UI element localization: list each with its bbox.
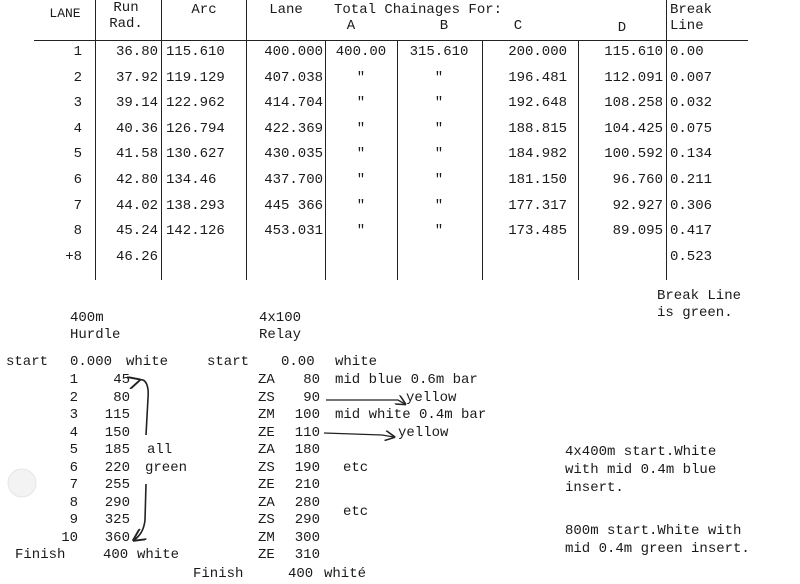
hurdle-number: 7 bbox=[69, 477, 78, 493]
cell-brk: 0.306 bbox=[670, 197, 713, 214]
hurdle-finish-label: Finish bbox=[15, 547, 66, 563]
header-c: C bbox=[513, 18, 523, 34]
cell-b: " bbox=[434, 172, 444, 188]
relay-note: etc bbox=[343, 459, 369, 476]
cell-c: 196.481 bbox=[508, 69, 567, 86]
cell-len: 430.035 bbox=[264, 146, 323, 163]
cell-c: 200.000 bbox=[508, 44, 567, 60]
cell-d: 112.091 bbox=[604, 69, 663, 86]
relay-distance: 100 bbox=[294, 407, 320, 423]
hurdle-distance: 290 bbox=[104, 494, 130, 511]
cell-a: " bbox=[356, 197, 366, 214]
cell-d: 100.592 bbox=[604, 146, 663, 163]
cell-arc: 130.627 bbox=[166, 146, 225, 163]
hurdle-number: 3 bbox=[69, 407, 78, 423]
cell-len: 407.038 bbox=[264, 69, 323, 86]
relay-arrow-ze110 bbox=[324, 433, 394, 437]
cell-brk: 0.523 bbox=[670, 248, 713, 265]
cell-b: " bbox=[434, 120, 444, 137]
cell-lane: 4 bbox=[73, 120, 82, 137]
header-b: B bbox=[439, 18, 449, 34]
relay-zone: ZA bbox=[258, 372, 275, 388]
cell-a: " bbox=[356, 95, 366, 112]
cell-arc: 126.794 bbox=[166, 120, 225, 137]
cell-len: 453.031 bbox=[264, 223, 323, 240]
hurdle-title-line2: Hurdle bbox=[70, 327, 121, 343]
hurdle-finish-colour: white bbox=[137, 547, 180, 563]
cell-rad: 37.92 bbox=[115, 69, 158, 86]
cell-brk: 0.211 bbox=[670, 172, 713, 188]
cell-len: 445 366 bbox=[264, 197, 323, 214]
relay-start-value: 0.00 bbox=[281, 354, 315, 370]
relay-zone: ZE bbox=[258, 547, 275, 563]
relay-finish-value: 400 bbox=[288, 566, 314, 582]
note-4x400-line3: insert. bbox=[565, 480, 624, 496]
header-lane: LANE bbox=[49, 6, 81, 21]
cell-lane: 3 bbox=[73, 95, 82, 112]
hurdle-number: 10 bbox=[61, 529, 78, 546]
cell-rad: 44.02 bbox=[115, 197, 158, 214]
hurdle-distance: 80 bbox=[113, 389, 130, 406]
cell-rad: 46.26 bbox=[115, 248, 158, 265]
hurdle-start-label: start bbox=[6, 354, 49, 370]
hurdle-number: 5 bbox=[69, 442, 78, 458]
header-run-rad-line2: Rad. bbox=[109, 16, 143, 32]
cell-d: 92.927 bbox=[612, 197, 663, 214]
hurdle-distance: 115 bbox=[104, 407, 130, 423]
hurdle-number: 6 bbox=[69, 459, 78, 476]
cell-b: " bbox=[434, 146, 444, 163]
cell-len: 400.000 bbox=[264, 44, 323, 60]
cell-lane: 6 bbox=[73, 172, 82, 188]
note-800m-line1: 800m start.White with bbox=[565, 523, 742, 539]
note-4x400-line2: with mid 0.4m blue bbox=[565, 462, 717, 478]
cell-lane: +8 bbox=[65, 248, 82, 265]
relay-distance: 80 bbox=[303, 372, 320, 388]
relay-zone: ZM bbox=[258, 407, 275, 423]
cell-rad: 39.14 bbox=[115, 95, 158, 112]
hurdle-finish-value: 400 bbox=[103, 547, 129, 563]
cell-c: 184.982 bbox=[508, 146, 567, 163]
relay-title-line1: 4x100 bbox=[259, 310, 302, 326]
header-lane-length: Lane bbox=[269, 2, 303, 18]
cell-c: 177.317 bbox=[508, 197, 567, 214]
relay-etc-2: etc bbox=[343, 504, 369, 520]
hurdle-bracket-top bbox=[139, 380, 148, 435]
cell-brk: 0.417 bbox=[670, 223, 713, 240]
cell-arc: 138.293 bbox=[166, 197, 225, 214]
cell-len: 414.704 bbox=[264, 95, 323, 112]
cell-rad: 40.36 bbox=[115, 120, 158, 137]
cell-b: " bbox=[434, 69, 444, 86]
hurdle-distance: 45 bbox=[113, 372, 130, 388]
relay-zone: ZS bbox=[258, 459, 275, 476]
relay-arrow-zs90 bbox=[326, 400, 405, 404]
break-line-note-line2: is green. bbox=[657, 305, 733, 321]
cell-a: " bbox=[356, 146, 366, 163]
hurdle-number: 8 bbox=[69, 494, 78, 511]
cell-a: " bbox=[356, 69, 366, 86]
header-total-chainages: Total Chainages For: bbox=[334, 2, 503, 18]
cell-d: 108.258 bbox=[604, 95, 663, 112]
cell-a: 400.00 bbox=[335, 44, 387, 60]
cell-b: " bbox=[434, 95, 444, 112]
relay-zone: ZA bbox=[258, 494, 275, 511]
cell-lane: 7 bbox=[73, 197, 82, 214]
cell-rad: 45.24 bbox=[115, 223, 158, 240]
relay-note: yellow bbox=[398, 424, 449, 441]
cell-arc: 119.129 bbox=[166, 69, 225, 86]
cell-b: " bbox=[434, 223, 444, 240]
cell-lane: 5 bbox=[73, 146, 82, 163]
hurdle-distance: 360 bbox=[104, 529, 130, 546]
cell-lane: 1 bbox=[73, 44, 82, 60]
cell-b: 315.610 bbox=[409, 44, 469, 60]
header-arc: Arc bbox=[191, 2, 217, 18]
relay-zone: ZA bbox=[258, 442, 275, 458]
cell-d: 115.610 bbox=[604, 44, 663, 60]
hurdle-distance: 150 bbox=[104, 424, 130, 441]
hurdle-start-colour: white bbox=[126, 354, 169, 370]
hurdle-number: 1 bbox=[69, 372, 78, 388]
relay-distance: 300 bbox=[294, 529, 320, 546]
cell-a: " bbox=[356, 120, 366, 137]
cell-brk: 0.00 bbox=[670, 44, 704, 60]
cell-d: 89.095 bbox=[612, 223, 663, 240]
relay-distance: 110 bbox=[294, 424, 320, 441]
relay-finish-label: Finish bbox=[193, 566, 244, 582]
cell-d: 96.760 bbox=[612, 172, 663, 188]
cell-b: " bbox=[434, 197, 444, 214]
cell-c: 192.648 bbox=[508, 95, 567, 112]
cell-c: 173.485 bbox=[508, 223, 567, 240]
relay-start-colour: white bbox=[335, 354, 378, 370]
hurdle-distance: 325 bbox=[104, 512, 130, 528]
cell-arc: 142.126 bbox=[166, 223, 225, 240]
cell-lane: 2 bbox=[73, 69, 82, 86]
cell-d: 104.425 bbox=[604, 120, 663, 137]
hurdle-number: 9 bbox=[69, 512, 78, 528]
relay-finish-colour: whité bbox=[324, 566, 367, 582]
header-break-line1: Break bbox=[670, 2, 713, 18]
cell-arc: 134.46 bbox=[166, 172, 217, 188]
relay-distance: 280 bbox=[294, 494, 320, 511]
hurdle-number: 2 bbox=[69, 389, 78, 406]
hurdle-title-line1: 400m bbox=[70, 310, 104, 326]
cell-c: 188.815 bbox=[508, 120, 567, 137]
cell-len: 437.700 bbox=[264, 172, 323, 188]
scan-punch-hole bbox=[8, 469, 36, 497]
cell-arc: 115.610 bbox=[166, 44, 225, 60]
relay-zone: ZE bbox=[258, 424, 275, 441]
cell-a: " bbox=[356, 223, 366, 240]
relay-note: mid white 0.4m bar bbox=[335, 407, 487, 423]
header-break-line2: Line bbox=[670, 18, 704, 34]
hurdle-group-word2: green bbox=[145, 460, 188, 476]
cell-rad: 41.58 bbox=[115, 146, 158, 163]
cell-brk: 0.007 bbox=[670, 69, 713, 86]
relay-zone: ZS bbox=[258, 512, 275, 528]
hurdle-distance: 255 bbox=[104, 477, 130, 493]
header-d: D bbox=[617, 20, 627, 36]
note-800m-line2: mid 0.4m green insert. bbox=[565, 541, 750, 557]
relay-distance: 190 bbox=[294, 459, 320, 476]
relay-distance: 180 bbox=[294, 442, 320, 458]
hurdle-group-word1: all bbox=[147, 442, 173, 458]
relay-distance: 290 bbox=[294, 512, 320, 528]
hurdle-distance: 220 bbox=[104, 459, 130, 476]
cell-a: " bbox=[356, 172, 366, 188]
relay-zone: ZE bbox=[258, 477, 275, 493]
cell-arc: 122.962 bbox=[166, 95, 225, 112]
hurdle-number: 4 bbox=[69, 424, 78, 441]
relay-note: mid blue 0.6m bar bbox=[335, 372, 478, 388]
break-line-note-line1: Break Line bbox=[657, 288, 742, 304]
cell-len: 422.369 bbox=[264, 120, 323, 137]
relay-distance: 210 bbox=[294, 477, 320, 493]
hurdle-start-value: 0.000 bbox=[70, 354, 113, 370]
cell-rad: 36.80 bbox=[115, 44, 158, 60]
relay-distance: 310 bbox=[294, 547, 320, 563]
cell-lane: 8 bbox=[73, 223, 82, 240]
note-4x400-line1: 4x400m start.White bbox=[565, 444, 717, 460]
relay-title-line2: Relay bbox=[259, 327, 302, 343]
relay-distance: 90 bbox=[303, 389, 320, 406]
relay-zone: ZS bbox=[258, 389, 275, 406]
cell-brk: 0.075 bbox=[670, 120, 713, 137]
hurdle-distance: 185 bbox=[104, 442, 130, 458]
header-run-rad-line1: Run bbox=[113, 0, 139, 16]
header-a: A bbox=[346, 18, 356, 34]
cell-c: 181.150 bbox=[508, 172, 567, 188]
hurdle-bracket-bottom bbox=[134, 484, 146, 540]
cell-brk: 0.032 bbox=[670, 95, 713, 112]
cell-rad: 42.80 bbox=[115, 172, 158, 188]
relay-note: yellow bbox=[406, 389, 457, 406]
relay-start-label: start bbox=[207, 354, 250, 370]
relay-zone: ZM bbox=[258, 529, 275, 546]
cell-brk: 0.134 bbox=[670, 146, 713, 163]
